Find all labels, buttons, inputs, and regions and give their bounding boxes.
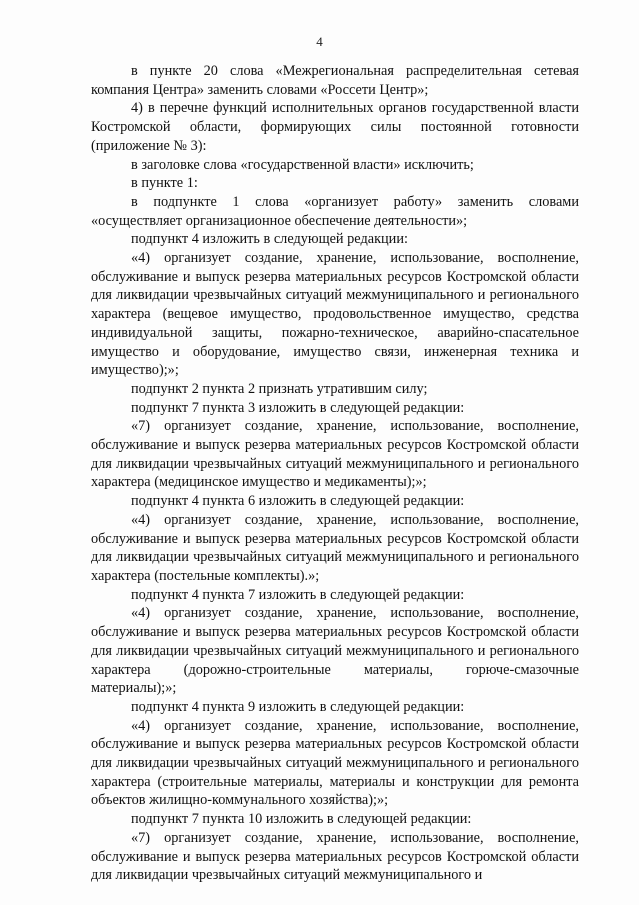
- page-number: 4: [316, 34, 323, 49]
- paragraph: в заголовке слова «государственной власти» исключить;: [131, 156, 474, 173]
- paragraph: «7) организует создание, хранение, использование, восполнение, обслуживание и выпуск резерва материальных ресурсов Костромской области для ликвидации чрезвычайных ситуаций межмуниципального и регионального характера (медицинское имущество и медикаменты);»;: [91, 418, 579, 491]
- paragraph: подпункт 2 пункта 2 признать утратившим силу;: [131, 380, 428, 397]
- paragraph: в подпункте 1 слова «организует работу» заменить словами «осуществляет организационное обеспечение деятельности»;: [91, 193, 579, 229]
- paragraph: 4) в перечне функций исполнительных органов государственной власти Костромской области, формирующих силы постоянной готовности (приложение № 3):: [91, 100, 579, 154]
- paragraph: «4) организует создание, хранение, использование, восполнение, обслуживание и выпуск резерва материальных ресурсов Костромской области для ликвидации чрезвычайных ситуаций межмуниципального и регионального характера (постельные комплекты).»;: [91, 511, 579, 584]
- paragraph: подпункт 4 пункта 7 изложить в следующей редакции:: [131, 586, 465, 603]
- paragraph: «7) организует создание, хранение, использование, восполнение, обслуживание и выпуск резерва материальных ресурсов Костромской области для ликвидации чрезвычайных ситуаций межмуниципального и: [91, 829, 579, 884]
- paragraph: подпункт 4 пункта 6 изложить в следующей редакции:: [131, 493, 465, 510]
- paragraph: подпункт 4 пункта 9 изложить в следующей редакции:: [131, 698, 465, 715]
- paragraph: подпункт 7 пункта 3 изложить в следующей редакции:: [131, 399, 465, 416]
- paragraph: в пункте 1:: [131, 175, 198, 192]
- document-body: [91, 62, 579, 885]
- paragraph: подпункт 7 пункта 10 изложить в следующей редакции:: [131, 811, 472, 828]
- paragraph: «4) организует создание, хранение, использование, восполнение, обслуживание и выпуск резерва материальных ресурсов Костромской области для ликвидации чрезвычайных ситуаций межмуниципального и регионального характера (вещевое имущество, продовольственное имущество, средства индивидуальной защиты, пожарно-техническое, аварийно-спасательное имущество и оборудование, имущество связи, инженерная техника и имущество);»;: [91, 250, 579, 379]
- paragraph: в пункте 20 слова «Межрегиональная распределительная сетевая компания Центра» заменить словами «Россети Центр»;: [91, 63, 579, 98]
- paragraph: «4) организует создание, хранение, использование, восполнение, обслуживание и выпуск резерва материальных ресурсов Костромской области для ликвидации чрезвычайных ситуаций межмуниципального и регионального характера (строительные материалы, материалы и конструкции для ремонта объектов жилищно-коммунального хозяйства);»;: [91, 717, 579, 809]
- paragraph: «4) организует создание, хранение, использование, восполнение, обслуживание и выпуск резерва материальных ресурсов Костромской области для ликвидации чрезвычайных ситуаций межмуниципального и регионального характера (дорожно-строительные материалы, горюче-смазочные материалы);»;: [91, 605, 579, 697]
- paragraph: подпункт 4 изложить в следующей редакции:: [131, 231, 408, 248]
